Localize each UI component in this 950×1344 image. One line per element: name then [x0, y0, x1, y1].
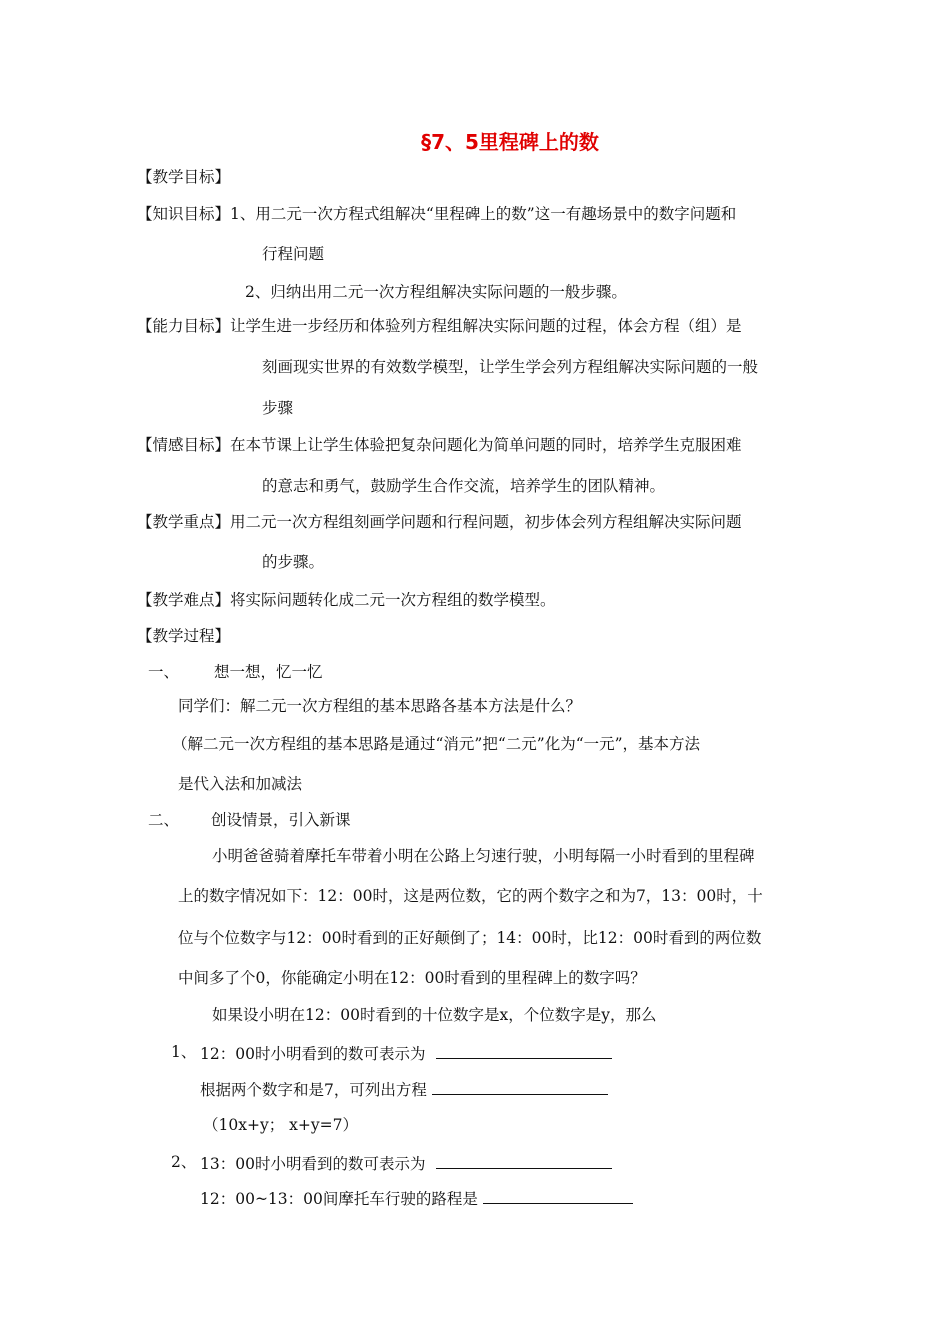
problem-line-2: 上的数字情况如下：12：00时，这是两位数，它的两个数字之和为7，13：00时，十	[178, 887, 763, 905]
variable-setup: 如果设小明在12：00时看到的十位数字是x，个位数字是y，那么	[212, 1006, 657, 1024]
knowledge-objective-line-1: 【知识目标】1、用二元一次方程式组解决“里程碑上的数”这一有趣场景中的数字问题和	[137, 205, 737, 223]
teaching-focus-line-2: 的步骤。	[262, 553, 325, 571]
teaching-difficulty: 【教学难点】将实际问题转化成二元一次方程组的数学模型。	[137, 591, 556, 609]
problem-line-4: 中间多了个0，你能确定小明在12：00时看到的里程碑上的数字吗？	[178, 969, 646, 987]
ability-objective-line-2: 刻画现实世界的有效数学模型，让学生学会列方程组解决实际问题的一般	[262, 358, 759, 376]
question-1-label: 12：00时小明看到的数可表示为	[200, 1045, 426, 1063]
equation-prompt-label: 根据两个数字和是7，可列出方程	[200, 1081, 427, 1099]
review-answer-line-1: （解二元一次方程组的基本思路是通过“消元”把“二元”化为“一元”，基本方法	[172, 735, 701, 753]
section-number-2: 二、	[148, 811, 180, 829]
answer-hint: （10x+y； x+y=7）	[203, 1116, 358, 1134]
section-label-objectives: 【教学目标】	[137, 168, 231, 186]
distance-prompt	[200, 1187, 633, 1209]
question-1-number: 1、	[171, 1043, 197, 1061]
ability-objective-line-3: 步骤	[262, 399, 294, 417]
knowledge-objective-line-2: 行程问题	[262, 245, 325, 263]
section-heading-2: 创设情景，引入新课	[211, 811, 351, 829]
review-answer-line-2: 是代入法和加减法	[178, 775, 303, 793]
answer-blank-4[interactable]	[483, 1187, 633, 1204]
question-2-number: 2、	[171, 1153, 197, 1171]
answer-blank-2[interactable]	[432, 1078, 608, 1095]
problem-line-1: 小明爸爸骑着摩托车带着小明在公路上匀速行驶，小明每隔一小时看到的里程碑	[212, 847, 755, 865]
emotion-objective-line-2: 的意志和勇气，鼓励学生合作交流，培养学生的团队精神。	[262, 477, 666, 495]
ability-objective-line-1: 【能力目标】让学生进一步经历和体验列方程组解决实际问题的过程，体会方程（组）是	[137, 317, 742, 335]
question-2-text	[200, 1152, 612, 1174]
section-number-1: 一、	[148, 663, 180, 681]
answer-blank-1[interactable]	[436, 1042, 612, 1059]
teaching-focus-line-1: 【教学重点】用二元一次方程组刻画学问题和行程问题，初步体会列方程组解决实际问题	[137, 513, 742, 531]
equation-prompt	[200, 1078, 608, 1100]
page-title: §7、5里程碑上的数	[421, 130, 599, 154]
distance-prompt-label: 12：00~13：00间摩托车行驶的路程是	[200, 1190, 478, 1208]
section-heading-1: 想一想，忆一忆	[214, 663, 323, 681]
problem-line-3: 位与个位数字与12：00时看到的正好颠倒了；14：00时，比12：00时看到的两位数	[178, 929, 762, 947]
question-1-text	[200, 1042, 612, 1064]
answer-blank-3[interactable]	[436, 1152, 612, 1169]
question-2-label: 13：00时小明看到的数可表示为	[200, 1155, 426, 1173]
emotion-objective-line-1: 【情感目标】在本节课上让学生体验把复杂问题化为简单问题的同时，培养学生克服困难	[137, 436, 742, 454]
section-label-process: 【教学过程】	[137, 627, 231, 645]
knowledge-objective-line-3: 2、归纳出用二元一次方程组解决实际问题的一般步骤。	[245, 283, 627, 301]
review-question: 同学们：解二元一次方程组的基本思路各基本方法是什么？	[178, 697, 582, 715]
